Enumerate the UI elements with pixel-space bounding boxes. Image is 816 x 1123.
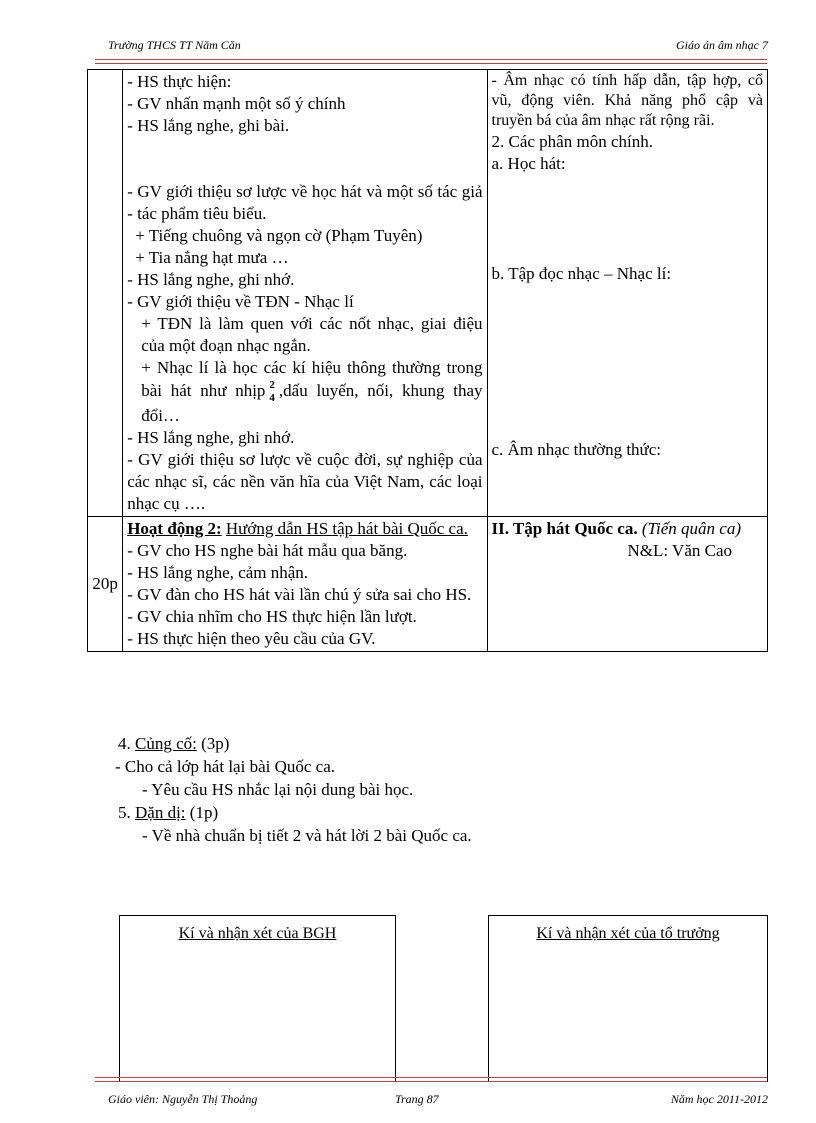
homework-heading: 5. Dặn dị: (1p) xyxy=(118,803,219,822)
activity-line: - HS thực hiện: xyxy=(127,72,232,91)
footer-rule xyxy=(95,1077,767,1078)
consolidation-heading: 4. Củng cố: (3p) xyxy=(118,734,230,753)
activity-line: - HS thực hiện theo yêu cầu của GV. xyxy=(127,629,376,648)
content-line: - Âm nhạc có tính hấp dẫn, tập hợp, cổ vũ, động viên. Khả năng phổ cập và truyền bá của âm nhạc rất rộng rãi. xyxy=(491,72,763,129)
activity-line: + Tiếng chuông và ngọn cờ (Phạm Tuyên) xyxy=(135,226,423,245)
footer-rule-2 xyxy=(95,1081,767,1082)
activity-line: - GV giới thiệu sơ lược về cuộc đời, sự nghiệp của các nhạc sĩ, các nền văn hĩa của Việt Nam, các loại nhạc cụ …. xyxy=(127,450,483,513)
activity-line: - GV đàn cho HS hát vài lần chú ý sửa sai cho HS. xyxy=(127,585,472,604)
activity-line: - GV giới thiệu về TĐN - Nhạc lí xyxy=(127,292,354,311)
activity-line: - HS lắng nghe, cảm nhận. xyxy=(127,563,309,582)
activity-line: - GV nhấn mạnh một số ý chính xyxy=(127,94,346,113)
activity-line: + TĐN là làm quen với các nốt nhạc, giai điệu của một đoạn nhạc ngắn. xyxy=(141,314,483,355)
footer-year: Năm học 2011-2012 xyxy=(670,1092,768,1106)
activity-cell xyxy=(123,517,487,652)
time-signature: 2 4 xyxy=(269,379,275,404)
closing-line: - Cho cả lớp hát lại bài Quốc ca. xyxy=(115,757,335,776)
footer-teacher: Giáo viên: Nguyễn Thị Thoảng xyxy=(108,1092,258,1106)
activity-line: - HS lắng nghe, ghi nhớ. xyxy=(127,428,295,447)
signature-label: Kí và nhận xét của BGH xyxy=(178,925,337,942)
table-row xyxy=(88,70,768,517)
content-line: a. Học hát: xyxy=(491,154,566,173)
song-author: N&L: Văn Cao xyxy=(627,541,733,560)
content-cell xyxy=(487,517,768,652)
signature-box-group-leader xyxy=(488,915,768,1082)
lesson-table xyxy=(87,69,768,652)
activity-title: Hoạt động 2: Hướng dẫn HS tập hát bài Quốc ca. xyxy=(127,519,468,538)
footer-page: Trang 87 xyxy=(395,1092,439,1106)
song-title: II. Tập hát Quốc ca. (Tiến quân ca) xyxy=(491,519,742,538)
activity-line: - GV cho HS nghe bài hát mẫu qua băng. xyxy=(127,541,408,560)
closing-section xyxy=(115,732,472,847)
time-cell-empty xyxy=(88,70,123,517)
content-line: c. Âm nhạc thường thức: xyxy=(491,440,662,459)
time-cell: 20p xyxy=(88,517,123,652)
activity-line: - HS lắng nghe, ghi nhớ. xyxy=(127,270,295,289)
activity-line: - GV chia nhĩm cho HS thực hiện lần lượt. xyxy=(127,607,417,626)
header-rule xyxy=(95,59,767,60)
activity-line: + Tia nắng hạt mưa … xyxy=(135,248,289,267)
table-row xyxy=(88,517,768,652)
activity-line: - GV giới thiệu sơ lược về học hát và một số tác giả - tác phẩm tiêu biểu. xyxy=(127,182,483,223)
header-subject: Giáo án âm nhạc 7 xyxy=(676,38,768,52)
activity-line: - HS lắng nghe, ghi bài. xyxy=(127,116,290,135)
closing-line: - Yêu cầu HS nhắc lại nội dung bài học. xyxy=(142,780,414,799)
closing-line: - Về nhà chuẩn bị tiết 2 và hát lời 2 bài Quốc ca. xyxy=(142,826,472,845)
activity-cell xyxy=(123,70,487,517)
content-line: b. Tập đọc nhạc – Nhạc lí: xyxy=(491,264,672,283)
activity-line-meter: + Nhạc lí là học các kí hiệu thông thường trong bài hát như nhịp 2 4 ,dấu luyến, nối, khung thay đổi… xyxy=(141,358,483,425)
content-line: 2. Các phân môn chính. xyxy=(491,132,653,151)
header-school: Trường THCS TT Năm Căn xyxy=(108,38,241,52)
content-cell xyxy=(487,70,768,517)
signature-label: Kí và nhận xét của tổ trưởng xyxy=(536,925,720,942)
header-rule-2 xyxy=(95,63,767,64)
signature-box-bgh xyxy=(119,915,396,1082)
